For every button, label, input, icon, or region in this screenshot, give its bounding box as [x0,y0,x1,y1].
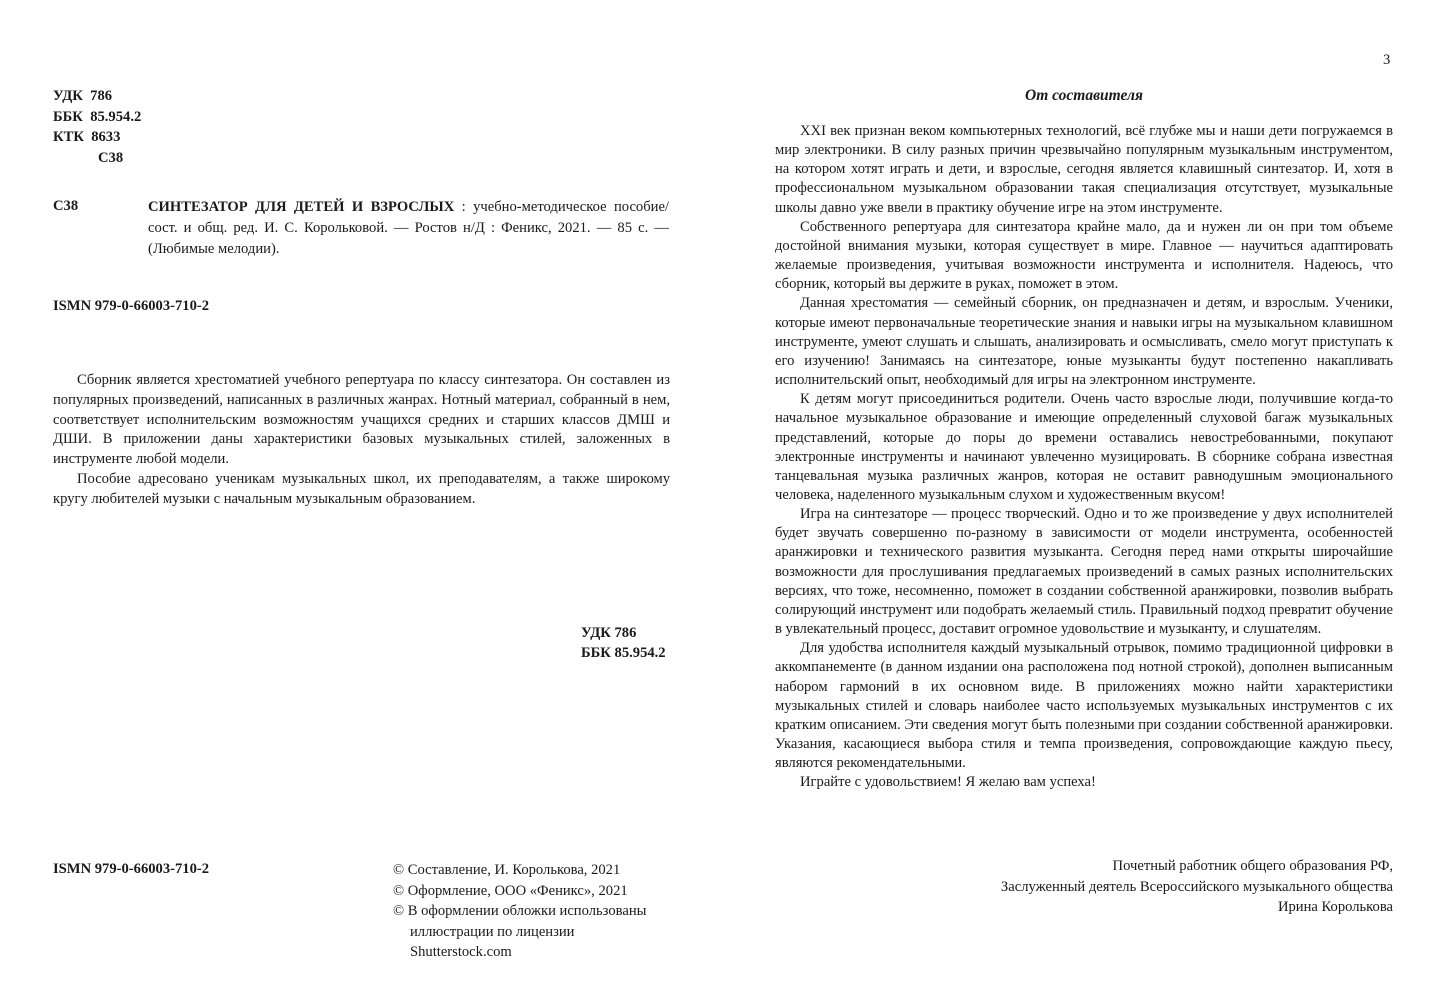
annotation-paragraph: Сборник является хрестоматией учебного репертуара по классу синтезатора. Он составлен из популярных произведений, написанных в различных жанрах. Нотный материал, собранный в нем, соответствует исполнительским возможностям учащихся средних и старших классов ДМШ и ДШИ. В приложении даны характеристики базовых музыкальных стилей, заложенных в инструменте любой модели. [53,372,670,468]
preface-paragraph: Собственного репертуара для синтезатора крайне мало, да и нужен ли он при том объеме достойной внимания музыки, которая существует в мире. Главное — научиться адаптировать желаемые произведения, учитывая возможности инструмента и исполнителя. Надеюсь, что сборник, который вы держите в руках, поможет в этом. [775,218,1393,293]
bbk-row [53,107,193,128]
ismn-number-bottom: ISMN 979-0-66003-710-2 [53,861,210,877]
udk-classification-block [53,86,193,168]
preface-paragraph: Данная хрестоматия — семейный сборник, он предназначен и детям, и взрослым. Ученики, которые имеют первоначальные теоретические знания и навыки игры на музыкальном клавишном инструменте, умеют слушать и слышать, анализировать и осмысливать, смело могут приступать к его изучению! Занимаясь на синтезаторе, юные музыканты будут постепенно накапливать исполнительский опыт, необходимый для игры на электронном инструменте. [775,295,1393,389]
ismn-number-top: ISMN 979-0-66003-710-2 [53,298,210,314]
classification-value: 85.954.2 [90,108,142,125]
bibliographic-details: : учебно-методическое пособие/ сост. и общ. ред. И. С. Корольковой. — Ростов н/Д : Феникс, 2021. — 85 с. — (Любимые мелодии). [148,199,669,257]
ktk-row [53,127,193,148]
signature-line: Почетный работник общего образования РФ, [1112,858,1393,874]
author-mark: С38 [98,149,124,166]
preface-paragraph: К детям могут присоединиться родители. Очень часто взрослые люди, получившие когда-то начальное музыкальное образование и имеющие определенный слуховой багаж музыкальных представлений, которые до поры до времени оставались невостребованными, покупают электронные инструменты и начинают увлеченно музицировать. В сборнике собрана известная танцевальная музыка различных жанров, которая не оставит равнодушным эмоционального человека, наделенного музыкальным слухом и художественным вкусом! [775,391,1393,503]
preface-paragraph: Игра на синтезаторе — процесс творческий. Одно и то же произведение у двух исполнителей будет звучать совершенно по-разному в зависимости от модели инструмента, особенностей аранжировки и технического развития музыканта. Сегодня перед нами открыты широчайшие возможности для прослушивания предлагаемых произведений в самых разных исполнительских версиях, что тоже, несомненно, поможет в создании собственной аранжировки, позволив выбрать солирующий инструмент или подобрать желаемый стиль. Правильный подход превратит обучение в увлекательный процесс, доставит огромное удовольствие и музыканту, и слушателям. [775,506,1393,638]
copyright-block [393,860,683,963]
udk-small-block [581,623,666,663]
catalog-code: С38 [53,198,79,214]
signature-name: Ирина Королькова [1277,899,1393,915]
bibliographic-description [148,197,669,260]
copyright-line: Shutterstock.com [410,944,512,960]
classification-value: 8633 [91,129,121,145]
udk-row [53,86,193,107]
copyright-line: © Оформление, ООО «Феникс», 2021 [393,882,628,899]
preface-paragraph: XXI век признан веком компьютерных технологий, всё глубже мы и наши дети погружаемся в мир электроники. В силу разных причин чрезвычайно популярным музыкальным инструментом, на котором хотят играть и дети, и взрослые, сегодня является клавишный синтезатор. И, хотя в профессиональном музыкальном образовании такая специализация отсутствует, музыкальные школы давно уже ввели в практику обучение игре на этом инструменте. [775,123,1393,216]
book-title: СИНТЕЗАТОР ДЛЯ ДЕТЕЙ И ВЗРОСЛЫХ [148,199,455,215]
bbk-small-line: ББК 85.954.2 [581,645,666,661]
preface-paragraph: Играйте с удовольствием! Я желаю вам успеха! [800,774,1096,791]
preface-paragraph: Для удобства исполнителя каждый музыкальный отрывок, помимо традиционной цифровки в аккомпанементе (в данном издании она расположена под нотной строкой), дополнен выписанным набором гармоний в их основном виде. В приложениях можно найти характеристики музыкальных стилей и словарь наиболее часто используемых музыкальных инструментов с их кратким описанием. Эти сведения могут быть полезными при создании собственной аранжировки. Указания, касающиеся выбора стиля и темпа произведения, сопровождающие каждую пьесу, являются рекомендательными. [775,640,1393,772]
classification-label: КТК [53,129,84,145]
copyright-line: © В оформлении обложки использованы [393,903,647,919]
signature-line: Заслуженный деятель Всероссийского музыкального общества [1000,878,1393,895]
copyright-line: иллюстрации по лицензии [410,923,575,940]
copyright-line: © Составление, И. Королькова, 2021 [393,862,621,878]
author-signature [900,856,1393,918]
annotation-paragraph: Пособие адресовано ученикам музыкальных школ, их преподавателям, а также широкому кругу любителей музыки с начальным музыкальным образованием. [53,470,670,507]
classification-label: УДК [53,88,83,104]
preface-text [775,122,1393,792]
classification-label: ББК [53,108,83,125]
classification-value: 786 [90,88,113,104]
section-heading: От составителя [1025,87,1143,104]
annotation [53,371,670,510]
udk-small-line: УДК 786 [581,625,637,641]
page-number: 3 [1383,52,1391,68]
